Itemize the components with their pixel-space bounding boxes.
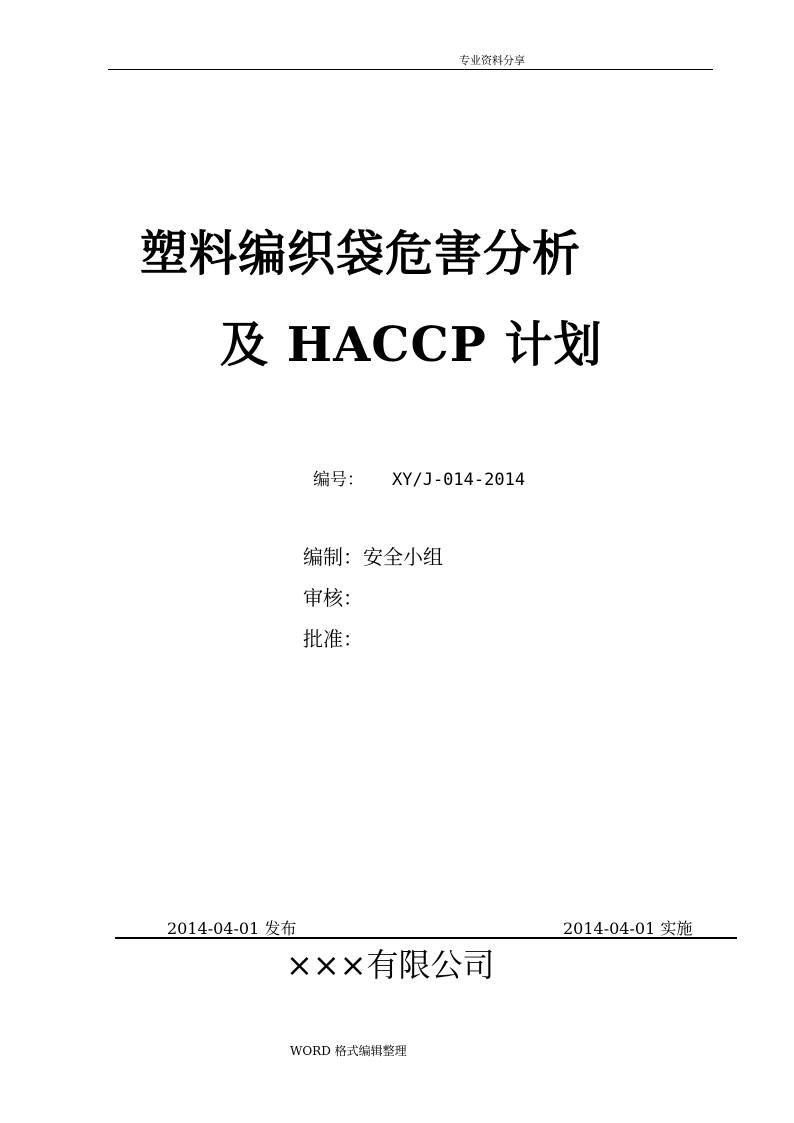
reviewed-by: 审核： — [303, 586, 363, 610]
effective-date: 2014-04-01 实施 — [563, 919, 693, 938]
issue-date: 2014-04-01 发布 — [167, 919, 297, 938]
document-title-line-1: 塑料编织袋危害分析 — [140, 226, 582, 282]
document-number — [313, 465, 525, 490]
approved-by: 批准： — [303, 627, 363, 651]
company-name: ×××有限公司 — [286, 946, 495, 984]
document-number-value: XY/J-014-2014 — [392, 470, 526, 490]
document-title-line-2: 及 HACCP 计划 — [220, 317, 603, 373]
header-divider — [108, 69, 713, 70]
document-number-label: 编号： — [313, 470, 364, 490]
footer-divider — [115, 937, 737, 939]
prepared-by: 编制：安全小组 — [303, 545, 443, 569]
header-text: 专业资料分享 — [459, 54, 525, 67]
page-footer-text: WORD 格式编辑整理 — [290, 1044, 407, 1058]
